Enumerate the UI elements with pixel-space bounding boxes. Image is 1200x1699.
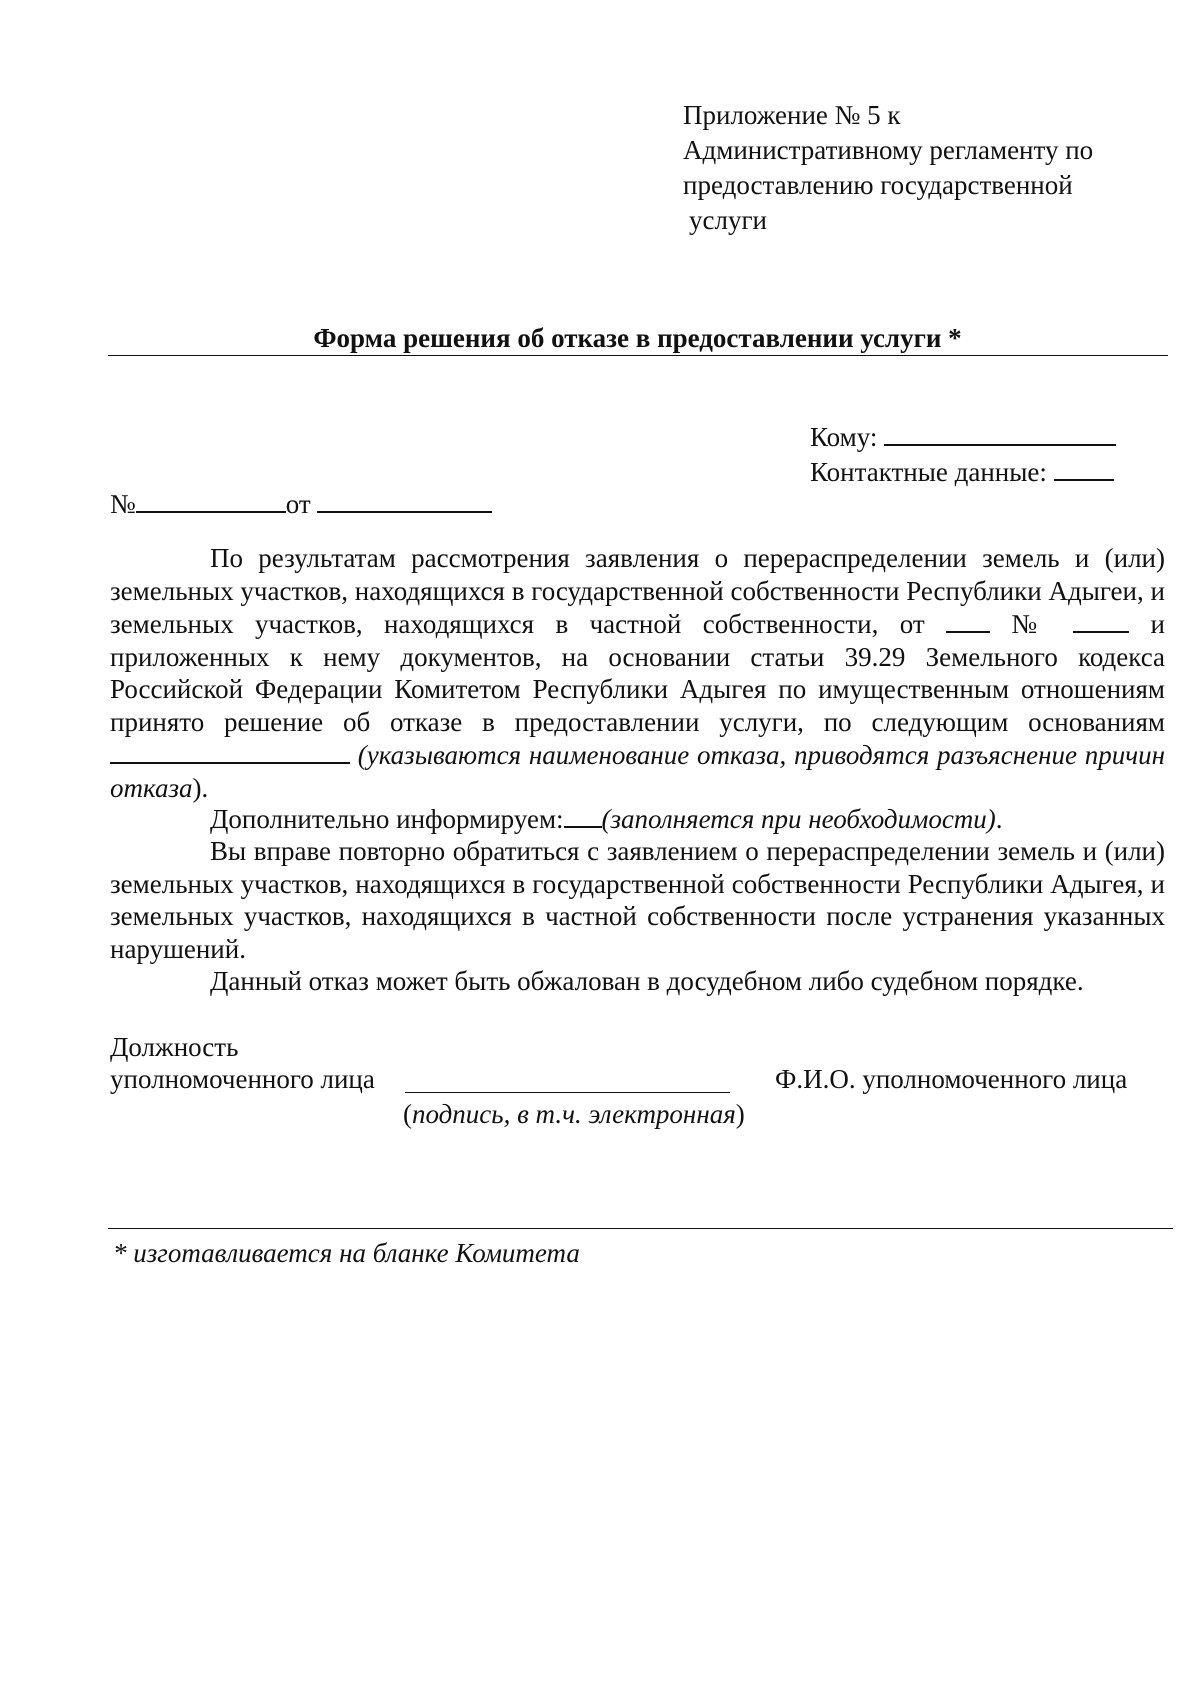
additional-info-label: Дополнительно информируем: <box>210 804 564 834</box>
grounds-blank <box>110 738 350 764</box>
recipient-contacts-label: Контактные данные: <box>810 457 1047 487</box>
signature-caption-open: ( <box>403 1099 412 1129</box>
additional-info-hint: (заполняется при необходимости) <box>601 804 996 834</box>
date-from-label: от <box>285 489 311 519</box>
signature-line <box>405 1092 730 1093</box>
recipient-to-blank <box>884 420 1116 446</box>
footnote: * изготавливается на бланке Комитета <box>113 1238 580 1268</box>
decision-paragraph <box>110 542 1165 804</box>
position-label-line-1: Должность <box>110 1032 239 1062</box>
signature-caption-text: подпись, в т.ч. электронная <box>412 1099 736 1129</box>
grounds-hint: (указываются наименование отказа, приводятся разъяснение причин отказа <box>110 740 1165 803</box>
recipient-to-label: Кому: <box>810 422 878 452</box>
decision-text-start: По результатам рассмотрения заявления о перераспределении земель и (или) земельных участков, находящихся в государственной собственности Республики Адыгеи, и земельных участков, находящихся в частной собственности, от <box>110 543 1165 639</box>
fio-label: Ф.И.О. уполномоченного лица <box>775 1064 1128 1094</box>
appendix-line-1: Приложение № 5 к <box>683 100 901 130</box>
footnote-separator <box>108 1228 1173 1229</box>
position-label-line-2: уполномоченного лица <box>110 1064 375 1094</box>
recipient-contacts-blank <box>1054 455 1114 481</box>
decision-text-end: ). <box>192 772 209 803</box>
additional-info-end: . <box>995 804 1003 834</box>
form-title: Форма решения об отказе в предоставлении услуги * <box>313 323 962 353</box>
document-number-line <box>110 487 492 522</box>
recipient-to <box>810 420 1116 455</box>
signature-caption <box>403 1097 745 1132</box>
appendix-line-2: Административному регламенту по <box>683 135 1094 165</box>
recipient-contacts <box>810 455 1114 490</box>
signature-caption-close: ) <box>735 1099 745 1129</box>
appeal-paragraph: Данный отказ может быть обжалован в досудебном либо судебном порядке. <box>210 966 1084 996</box>
number-label: № <box>110 489 136 519</box>
date-blank <box>317 487 492 513</box>
appendix-line-3: предоставлению государственной <box>683 170 1073 200</box>
additional-info-blank <box>564 802 602 828</box>
number-blank <box>136 487 286 513</box>
additional-info-paragraph <box>110 802 1165 836</box>
application-number-label: № <box>1011 609 1052 639</box>
title-underline <box>108 355 1168 356</box>
application-number-blank <box>1073 607 1129 633</box>
application-date-blank <box>946 607 990 633</box>
decision-text-main: и приложенных к нему документов, на основании статьи 39.29 Земельного кодекса Российской Федерации Комитетом Республики Адыгея по имущественным отношениям принято решение об отказе в предоставлении услуги, по следующим основаниям <box>110 609 1165 737</box>
reapply-paragraph: Вы вправе повторно обратиться с заявлением о перераспределении земель и (или) земельных участков, находящихся в государственной собственности Республики Адыгея, и земельных участков, находящихся в частной собственности после устранения указанных нарушений. <box>110 836 1165 964</box>
appendix-line-4: услуги <box>689 205 767 235</box>
